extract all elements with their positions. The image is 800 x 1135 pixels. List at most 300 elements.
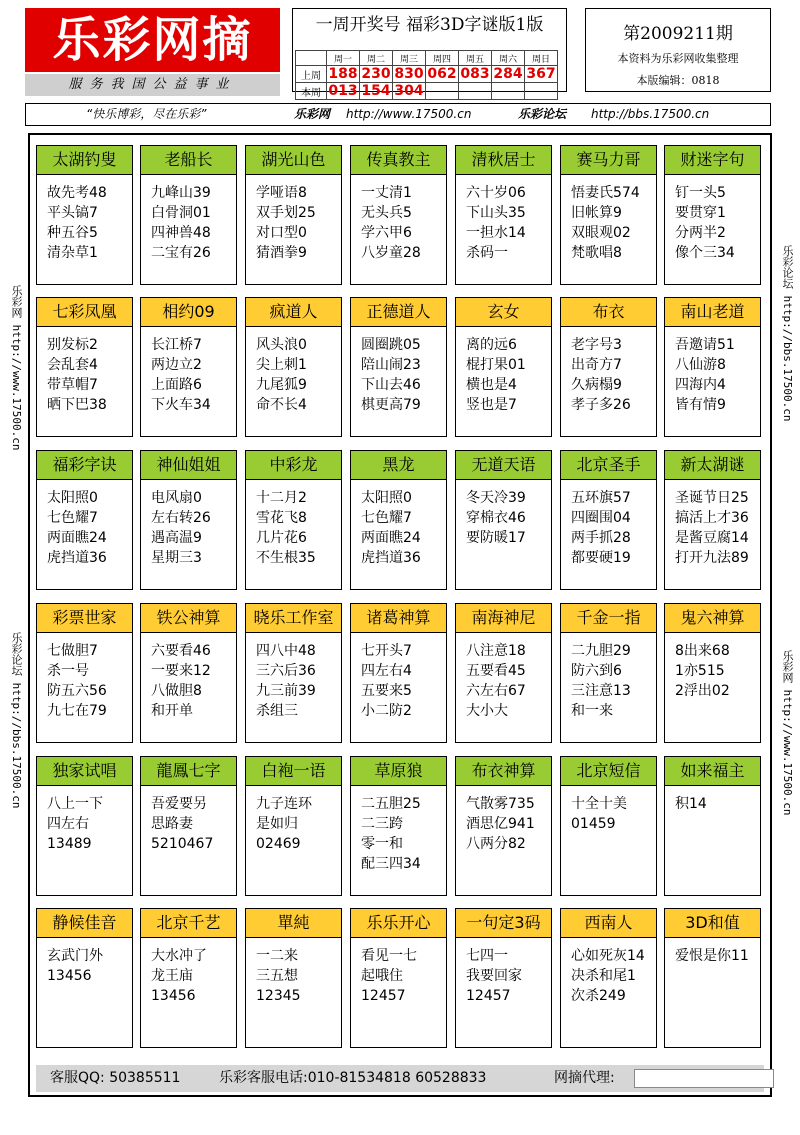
card-line: 雪花飞8 [256, 510, 307, 526]
card-title: 單純 [246, 909, 341, 938]
puzzle-card [560, 145, 657, 285]
card-line: 心如死灰14 [571, 948, 645, 964]
card-lines [37, 480, 132, 568]
card-line: 2浮出02 [675, 683, 730, 699]
puzzle-card [245, 756, 342, 896]
weekly-draw-panel [292, 8, 567, 99]
card-lines [351, 938, 446, 1006]
side-text-left-top: 乐彩网 http://www.17500.cn [10, 285, 23, 451]
card-title: 鬼六神算 [665, 604, 760, 633]
puzzle-card [245, 145, 342, 285]
motto: “快乐博彩，尽在乐彩” [86, 107, 207, 121]
card-line: 电风扇0 [151, 490, 202, 506]
card-line: 圣诞节日25 [675, 490, 749, 506]
card-line: 八注意18 [466, 643, 526, 659]
card-line: 四八中48 [256, 643, 316, 659]
puzzle-card [455, 145, 552, 285]
puzzle-card [140, 908, 237, 1048]
card-lines [561, 480, 656, 568]
slogan: 服务我国公益事业 [25, 74, 280, 96]
card-lines [246, 938, 341, 1006]
card-line: 学六甲6 [361, 225, 412, 241]
card-line: 二九胆29 [571, 643, 631, 659]
card-lines [351, 786, 446, 874]
card-lines [665, 175, 760, 263]
card-lines [37, 327, 132, 415]
draw-value: 367 [526, 66, 556, 82]
puzzle-card [560, 756, 657, 896]
card-line: 八仙游8 [675, 357, 726, 373]
card-line: 七色耀7 [361, 510, 412, 526]
card-line: 酒思亿941 [466, 816, 535, 832]
card-line: 虎挡道36 [361, 550, 421, 566]
card-line: 八岁童28 [361, 245, 421, 261]
card-line: 六十岁06 [466, 185, 526, 201]
issue-source: 本资料为乐彩网收集整理 [617, 52, 739, 65]
card-line: 平头镐7 [47, 205, 98, 221]
card-line: 会乱套4 [47, 357, 98, 373]
puzzle-card [455, 603, 552, 743]
card-lines [351, 175, 446, 263]
card-line: 圆圈跳05 [361, 337, 421, 353]
card-line: 思路妻 [151, 816, 193, 832]
card-line: 左右转26 [151, 510, 211, 526]
puzzle-card [350, 145, 447, 285]
card-line: 起哦住 [361, 968, 403, 984]
card-line: 玄武门外 [47, 948, 103, 964]
draw-value: 083 [460, 66, 490, 82]
issue-number: 第2009211期 [623, 24, 733, 44]
card-line: 13456 [151, 988, 196, 1004]
card-line: 九子连环 [256, 796, 312, 812]
card-line: 几片花6 [256, 530, 307, 546]
card-line: 七做胆7 [47, 643, 98, 659]
puzzle-card [140, 297, 237, 437]
card-lines [246, 327, 341, 415]
card-title: 北京千艺 [141, 909, 236, 938]
agent-label: 网摘代理: [554, 1070, 615, 1086]
card-line: 对口型0 [256, 225, 307, 241]
card-title: 神仙姐姐 [141, 451, 236, 480]
puzzle-card [350, 908, 447, 1048]
card-lines [37, 175, 132, 263]
card-line: 四左右4 [361, 663, 412, 679]
card-title: 北京短信 [561, 757, 656, 786]
card-line: 九尾狐9 [256, 377, 307, 393]
card-lines [561, 633, 656, 721]
card-line: 四神兽48 [151, 225, 211, 241]
agent-input[interactable] [634, 1069, 774, 1088]
card-line: 遇高温9 [151, 530, 202, 546]
card-lines [561, 175, 656, 263]
puzzle-card [560, 297, 657, 437]
card-title: 晓乐工作室 [246, 604, 341, 633]
card-line: 二五胆25 [361, 796, 421, 812]
card-line: 气散雾735 [466, 796, 535, 812]
card-line: 12457 [466, 988, 511, 1004]
card-title: 相约09 [141, 298, 236, 327]
puzzle-card [560, 450, 657, 590]
puzzle-card [36, 297, 133, 437]
puzzle-card [140, 145, 237, 285]
card-lines [665, 480, 760, 568]
puzzle-card [140, 603, 237, 743]
card-line: 出奇方7 [571, 357, 622, 373]
draw-value: 284 [493, 66, 523, 82]
puzzle-card [664, 145, 761, 285]
card-lines [351, 633, 446, 721]
card-line: 四圈围04 [571, 510, 631, 526]
side-text-left-bottom: 乐彩论坛 http://bbs.17500.cn [10, 632, 23, 809]
card-line: 太阳照0 [47, 490, 98, 506]
issue-panel [585, 8, 771, 92]
card-line: 一丈清1 [361, 185, 412, 201]
card-line: 五环旗57 [571, 490, 631, 506]
card-line: 无头兵5 [361, 205, 412, 221]
card-lines [141, 480, 236, 568]
card-line: 积14 [675, 796, 707, 812]
card-line: 一要来12 [151, 663, 211, 679]
card-line: 故先考48 [47, 185, 107, 201]
forum-link[interactable]: http://bbs.17500.cn [591, 107, 710, 121]
card-line: 两面瞧24 [47, 530, 107, 546]
card-line: 两手抓28 [571, 530, 631, 546]
draw-table [295, 50, 558, 100]
puzzle-card [455, 908, 552, 1048]
card-lines [37, 633, 132, 721]
card-title: 传真教主 [351, 146, 446, 175]
card-line: 次杀249 [571, 988, 626, 1004]
card-line: 防五六56 [47, 683, 107, 699]
card-line: 久病榻9 [571, 377, 622, 393]
card-lines [561, 327, 656, 415]
puzzle-card [36, 756, 133, 896]
card-line: 二宝有26 [151, 245, 211, 261]
card-lines [456, 327, 551, 415]
service-qq: 客服QQ: 50385511 [50, 1070, 181, 1086]
card-line: 下火车34 [151, 397, 211, 413]
puzzle-card [664, 756, 761, 896]
issue-editor: 本版编辑：0818 [636, 74, 720, 87]
card-line: 五要看45 [466, 663, 526, 679]
card-line: 下山去46 [361, 377, 421, 393]
draw-value: 830 [394, 66, 424, 82]
draw-value: 188 [328, 66, 358, 82]
draw-value: 062 [427, 66, 457, 82]
day-header: 周四 [426, 51, 459, 66]
card-lines [141, 786, 236, 854]
card-line: 上面路6 [151, 377, 202, 393]
card-line: 不生根35 [256, 550, 316, 566]
puzzle-card [245, 908, 342, 1048]
card-line: 双眼观02 [571, 225, 631, 241]
card-title: 无道天语 [456, 451, 551, 480]
card-lines [141, 175, 236, 263]
card-line: 13489 [47, 836, 92, 852]
card-line: 是酱豆腐14 [675, 530, 749, 546]
card-lines [456, 175, 551, 263]
card-line: 晒下巴38 [47, 397, 107, 413]
card-line: 两面瞧24 [361, 530, 421, 546]
card-line: 杀一号 [47, 663, 89, 679]
card-line: 我要回家 [466, 968, 522, 984]
draw-value: 304 [394, 83, 424, 99]
card-title: 南山老道 [665, 298, 760, 327]
card-line: 虎挡道36 [47, 550, 107, 566]
card-title: 西南人 [561, 909, 656, 938]
card-title: 中彩龙 [246, 451, 341, 480]
puzzle-card [36, 908, 133, 1048]
card-lines [141, 938, 236, 1006]
card-line: 零一和 [361, 836, 403, 852]
card-line: 十二月2 [256, 490, 307, 506]
card-title: 布衣神算 [456, 757, 551, 786]
card-title: 福彩字诀 [37, 451, 132, 480]
card-line: 清杂草1 [47, 245, 98, 261]
card-lines [665, 327, 760, 415]
card-line: 打开九法89 [675, 550, 749, 566]
draw-title: 一周开奖号 福彩3D字谜版1版 [315, 15, 544, 35]
card-line: 星期三3 [151, 550, 202, 566]
card-line: 白骨洞01 [151, 205, 211, 221]
puzzle-card [36, 145, 133, 285]
card-line: 防六到6 [571, 663, 622, 679]
card-line: 棋更高79 [361, 397, 421, 413]
card-line: 和开单 [151, 703, 193, 719]
puzzle-card [140, 450, 237, 590]
draw-value [459, 83, 492, 100]
day-header: 周二 [360, 51, 393, 66]
card-title: 玄女 [456, 298, 551, 327]
card-line: 竖也是7 [466, 397, 517, 413]
card-line: 九三前39 [256, 683, 316, 699]
puzzle-card [350, 450, 447, 590]
card-line: 杀码一 [466, 245, 508, 261]
card-line: 吾爱要另 [151, 796, 207, 812]
card-title: 一句定3码 [456, 909, 551, 938]
service-phone: 乐彩客服电话:010-81534818 60528833 [219, 1070, 487, 1086]
card-line: 命不长4 [256, 397, 307, 413]
card-line: 大水冲了 [151, 948, 207, 964]
card-lines [141, 633, 236, 721]
card-line: 1亦515 [675, 663, 725, 679]
puzzle-card [245, 450, 342, 590]
card-line: 别发标2 [47, 337, 98, 353]
puzzle-card [245, 603, 342, 743]
card-lines [665, 633, 760, 701]
draw-value: 013 [328, 83, 358, 99]
card-line: 七四一 [466, 948, 508, 964]
card-line: 决杀和尾1 [571, 968, 636, 984]
card-line: 种五谷5 [47, 225, 98, 241]
side-text-right-bottom: 乐彩网 http://www.17500.cn [781, 650, 794, 816]
card-line: 六要看46 [151, 643, 211, 659]
card-title: 乐乐开心 [351, 909, 446, 938]
card-line: 一担水14 [466, 225, 526, 241]
puzzle-card [140, 756, 237, 896]
card-line: 12457 [361, 988, 406, 1004]
card-line: 皆有情9 [675, 397, 726, 413]
card-title: 南海神尼 [456, 604, 551, 633]
card-lines [351, 327, 446, 415]
card-line: 5210467 [151, 836, 214, 852]
card-line: 陪山闹23 [361, 357, 421, 373]
card-line: 横也是4 [466, 377, 517, 393]
row-label: 本周 [296, 83, 327, 100]
card-line: 六左右67 [466, 683, 526, 699]
puzzle-card [560, 603, 657, 743]
card-line: 三五想 [256, 968, 298, 984]
card-line: 吾邀请51 [675, 337, 735, 353]
card-lines [351, 480, 446, 568]
card-title: 七彩凤凰 [37, 298, 132, 327]
card-title: 白袍一语 [246, 757, 341, 786]
card-title: 如来福主 [665, 757, 760, 786]
logo [25, 8, 280, 72]
card-line: 长江桥7 [151, 337, 202, 353]
card-line: 一二来 [256, 948, 298, 964]
puzzle-card [455, 450, 552, 590]
card-line: 四海内4 [675, 377, 726, 393]
site-name: 乐彩网 [294, 107, 331, 121]
site-link[interactable]: http://www.17500.cn [346, 107, 472, 121]
card-title: 新太湖谜 [665, 451, 760, 480]
table-corner [296, 51, 327, 66]
card-lines [246, 175, 341, 263]
day-header: 周三 [393, 51, 426, 66]
card-title: 湖光山色 [246, 146, 341, 175]
puzzle-card [664, 603, 761, 743]
card-title: 疯道人 [246, 298, 341, 327]
card-lines [37, 786, 132, 854]
card-title: 草原狼 [351, 757, 446, 786]
puzzle-card [36, 603, 133, 743]
card-line: 带草帽7 [47, 377, 98, 393]
puzzle-card [664, 908, 761, 1048]
card-line: 悟妻氏574 [571, 185, 640, 201]
card-line: 太阳照0 [361, 490, 412, 506]
card-line: 五要来5 [361, 683, 412, 699]
card-line: 配三四34 [361, 856, 421, 872]
card-line: 要防暖17 [466, 530, 526, 546]
card-line: 梵歌唱8 [571, 245, 622, 261]
card-line: 01459 [571, 816, 616, 832]
card-line: 旧帐算9 [571, 205, 622, 221]
card-line: 下山头35 [466, 205, 526, 221]
card-lines [665, 938, 760, 966]
link-bar [25, 103, 771, 126]
card-line: 大小大 [466, 703, 508, 719]
card-title: 铁公神算 [141, 604, 236, 633]
card-line: 是如归 [256, 816, 298, 832]
card-lines [37, 938, 132, 986]
card-lines [561, 938, 656, 1006]
side-text-right-top: 乐彩论坛 http://bbs.17500.cn [781, 245, 794, 422]
card-title: 3D和值 [665, 909, 760, 938]
card-line: 双手划25 [256, 205, 316, 221]
card-line: 九七在79 [47, 703, 107, 719]
draw-value [492, 83, 525, 100]
card-line: 都要硬19 [571, 550, 631, 566]
puzzle-card [455, 297, 552, 437]
card-line: 十全十美 [571, 796, 627, 812]
logo-text: 乐彩网摘 [52, 12, 253, 68]
puzzle-card [350, 603, 447, 743]
card-line: 九峰山39 [151, 185, 211, 201]
card-line: 小二防2 [361, 703, 412, 719]
card-line: 三注意13 [571, 683, 631, 699]
card-line: 像个三34 [675, 245, 735, 261]
day-header: 周日 [525, 51, 558, 66]
card-line: 棍打果01 [466, 357, 526, 373]
card-title: 黑龙 [351, 451, 446, 480]
card-line: 看见一七 [361, 948, 417, 964]
card-line: 二三跨 [361, 816, 403, 832]
card-line: 学哑语8 [256, 185, 307, 201]
day-header: 周六 [492, 51, 525, 66]
card-line: 爱恨是你11 [675, 948, 749, 964]
puzzle-card [560, 908, 657, 1048]
puzzle-card [36, 450, 133, 590]
card-line: 龙王庙 [151, 968, 193, 984]
draw-value: 154 [361, 83, 391, 99]
card-lines [456, 786, 551, 854]
card-title: 清秋居士 [456, 146, 551, 175]
draw-value: 230 [361, 66, 391, 82]
card-title: 太湖钓叟 [37, 146, 132, 175]
card-line: 猜酒拳9 [256, 245, 307, 261]
puzzle-card [350, 297, 447, 437]
card-title: 北京圣手 [561, 451, 656, 480]
draw-value [525, 83, 558, 100]
card-line: 12345 [256, 988, 301, 1004]
card-title: 静候佳音 [37, 909, 132, 938]
footer-bar [36, 1065, 764, 1092]
card-title: 彩票世家 [37, 604, 132, 633]
card-lines [456, 480, 551, 548]
card-lines [141, 327, 236, 415]
card-title: 财迷字句 [665, 146, 760, 175]
card-line: 02469 [256, 836, 301, 852]
card-lines [246, 786, 341, 854]
card-line: 要贯穿1 [675, 205, 726, 221]
card-line: 搞活上才36 [675, 510, 749, 526]
card-line: 离的远6 [466, 337, 517, 353]
card-line: 八两分82 [466, 836, 526, 852]
card-line: 风头浪0 [256, 337, 307, 353]
card-title: 诸葛神算 [351, 604, 446, 633]
card-lines [561, 786, 656, 834]
card-lines [456, 938, 551, 1006]
card-title: 龍鳳七字 [141, 757, 236, 786]
card-line: 四左右 [47, 816, 89, 832]
card-line: 三六后36 [256, 663, 316, 679]
card-line: 老字号3 [571, 337, 622, 353]
puzzle-card [455, 756, 552, 896]
card-title: 布衣 [561, 298, 656, 327]
card-title: 正德道人 [351, 298, 446, 327]
card-line: 八上一下 [47, 796, 103, 812]
puzzle-card [664, 297, 761, 437]
card-line: 分两半2 [675, 225, 726, 241]
card-line: 穿棉衣46 [466, 510, 526, 526]
day-header: 周一 [327, 51, 360, 66]
card-title: 千金一指 [561, 604, 656, 633]
card-title: 老船长 [141, 146, 236, 175]
card-line: 尖上刺1 [256, 357, 307, 373]
forum-name: 乐彩论坛 [518, 107, 567, 121]
card-title: 赛马力哥 [561, 146, 656, 175]
